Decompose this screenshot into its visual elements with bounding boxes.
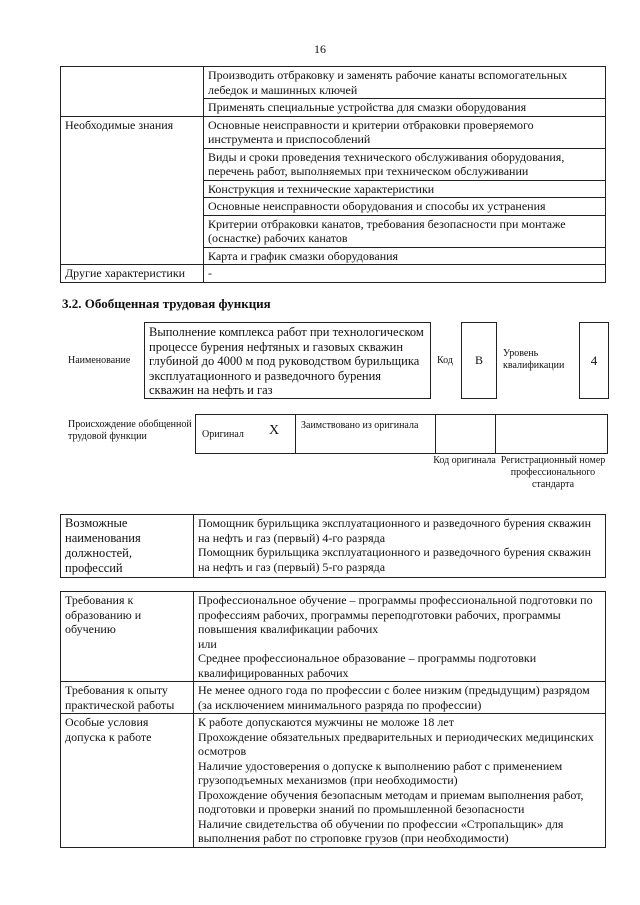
section-title: 3.2. Обобщенная трудовая функция: [62, 296, 271, 311]
table-row: [61, 116, 606, 148]
origin-label: Происхождение обобщенной трудовой функции: [68, 419, 192, 442]
knowledge-label: Необходимые знания: [61, 116, 204, 265]
original-mark: X: [269, 423, 280, 438]
code-label: Код: [437, 355, 453, 366]
conditions-cell: [194, 714, 606, 848]
knowledge-cell: Карта и график смазки оборудования: [204, 247, 606, 265]
knowledge-cell: Критерии отбраковки канатов, требования безопасности при монтаже (оснастке) рабочих канатов: [204, 215, 606, 247]
experience-label: Требования к опыту практической работы: [61, 682, 194, 714]
table-row: [61, 67, 606, 99]
education-label: Требования к образованию и обучению: [61, 592, 194, 682]
condition-line: Наличие удостоверения о допуске к выполнению работ с применением грузоподъемных механизмов (при необходимости): [198, 758, 563, 787]
code-original-caption: Код оригинала: [433, 455, 496, 466]
reg-number-caption: Регистрационный номер профессионального стандарта: [500, 455, 606, 490]
skill-cell: Производить отбраковку и заменять рабочие канаты вспомогательных лебедок и машинных ключей: [204, 67, 606, 99]
code-original-cell: [436, 415, 496, 453]
borrowed-label: Заимствовано из оригинала: [301, 420, 419, 431]
gtf-name-value: Выполнение комплекса работ при технологическом процессе бурения нефтяных и газовых скважин глубиной до 4000 м под руководством бурильщика эксплуатационного и разведочного бурения скважин на нефть и газ: [144, 322, 431, 399]
knowledge-cell: Конструкция и технические характеристики: [204, 180, 606, 198]
gtf-code-value: B: [461, 322, 497, 399]
continued-label-cell: [61, 67, 204, 117]
original-label: Оригинал: [202, 429, 244, 440]
origin-row: [195, 414, 608, 454]
name-label: Наименование: [68, 355, 131, 366]
knowledge-cell: Основные неисправности и критерии отбраковки проверяемого инструмента и приспособлений: [204, 116, 606, 148]
page-number: 16: [314, 42, 326, 56]
education-cell: [194, 592, 606, 682]
condition-line: Прохождение обучения безопасным методам и приемам выполнения работ, подготовки и проверки знаний по промышленной безопасности: [198, 787, 584, 816]
education-line: или: [198, 636, 217, 651]
positions-label: Возможные наименования должностей, профессий: [61, 515, 194, 578]
reg-number-cell: [496, 415, 607, 453]
table-row: [61, 592, 606, 682]
skill-cell: Применять специальные устройства для смазки оборудования: [204, 99, 606, 117]
experience-cell: Не менее одного года по профессии с более низким (предыдущим) разрядом (за исключением минимального разряда по профессии): [194, 682, 606, 714]
condition-line: Наличие свидетельства об обучении по профессии «Стропальщик» для выполнения работ по строповке грузов (при необходимости): [198, 816, 564, 845]
original-cell: [196, 415, 296, 453]
position-item: Помощник бурильщика эксплуатационного и разведочного бурения скважин на нефть и газ (первый) 5-го разряда: [198, 545, 592, 574]
position-item: Помощник бурильщика эксплуатационного и разведочного бурения скважин на нефть и газ (первый) 4-го разряда: [198, 516, 592, 545]
condition-line: К работе допускаются мужчины не моложе 18 лет: [198, 715, 454, 729]
requirements-table: [60, 591, 606, 848]
table-row: [61, 682, 606, 714]
other-label: Другие характеристики: [61, 265, 204, 283]
other-value: -: [204, 265, 606, 283]
positions-cell: [194, 515, 606, 578]
education-line: Профессиональное обучение – программы профессиональной подготовки по профессиям рабочих, программы переподготовки рабочих, программы повышения квалификации рабочих: [198, 593, 593, 636]
knowledge-cell: Основные неисправности оборудования и способы их устранения: [204, 198, 606, 216]
condition-line: Прохождение обязательных предварительных и периодических медицинских осмотров: [198, 729, 594, 758]
knowledge-cell: Виды и сроки проведения технического обслуживания оборудования, перечень работ, выполняемых при техническом обслуживании: [204, 148, 606, 180]
table-row: [61, 714, 606, 848]
education-line: Среднее профессиональное образование – программы подготовки квалифицированных рабочих: [198, 651, 537, 680]
borrowed-cell: [296, 415, 436, 453]
table-row: [61, 265, 606, 283]
level-label: Уровень квалификации: [503, 348, 565, 371]
table-row: [61, 515, 606, 578]
conditions-label: Особые условия допуска к работе: [61, 714, 194, 848]
skills-knowledge-table: [60, 66, 606, 283]
positions-table: [60, 514, 606, 578]
gtf-level-value: 4: [579, 322, 609, 399]
